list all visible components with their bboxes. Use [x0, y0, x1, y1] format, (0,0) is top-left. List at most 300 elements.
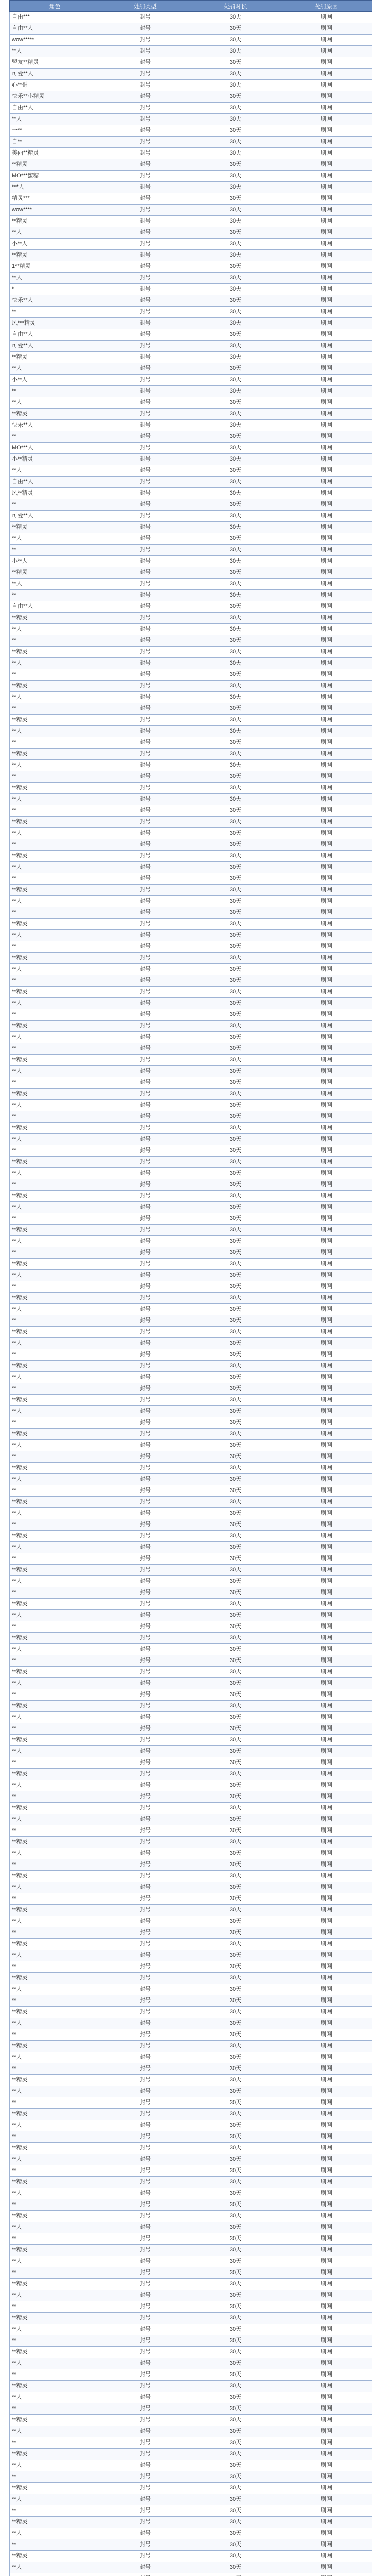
table-row [10, 2233, 372, 2245]
cell-penalty-type: 封号 [100, 465, 190, 477]
cell-penalty-type: 封号 [100, 1678, 190, 1689]
cell-penalty-duration: 30天 [190, 499, 281, 511]
cell-role: **精灵 [10, 1769, 100, 1780]
cell-penalty-reason: 刷网 [281, 1859, 372, 1871]
cell-penalty-duration: 30天 [190, 2075, 281, 2086]
table-row [10, 579, 372, 590]
table-row [10, 239, 372, 250]
cell-penalty-duration: 30天 [190, 2029, 281, 2041]
document [9, 0, 372, 2576]
cell-penalty-reason: 刷网 [281, 2471, 372, 2483]
table-row [10, 1451, 372, 1463]
cell-penalty-type: 封号 [100, 1553, 190, 1565]
cell-penalty-type: 封号 [100, 1315, 190, 1327]
cell-penalty-type: 封号 [100, 1021, 190, 1032]
cell-penalty-duration: 30天 [190, 1667, 281, 1678]
cell-penalty-duration: 30天 [190, 1848, 281, 1859]
cell-role: **精灵 [10, 1905, 100, 1916]
cell-penalty-duration: 30天 [190, 193, 281, 205]
cell-penalty-type: 封号 [100, 1519, 190, 1531]
cell-penalty-type: 封号 [100, 1712, 190, 1723]
cell-penalty-reason: 刷网 [281, 1157, 372, 1168]
table-row [10, 2437, 372, 2449]
cell-penalty-duration: 30天 [190, 1270, 281, 1281]
cell-penalty-type: 封号 [100, 1236, 190, 1247]
cell-role: **精灵 [10, 1531, 100, 1542]
cell-penalty-type: 封号 [100, 103, 190, 114]
table-row [10, 2335, 372, 2347]
cell-role: ** [10, 1723, 100, 1735]
cell-penalty-reason: 刷网 [281, 1746, 372, 1757]
cell-role: **精灵 [10, 1293, 100, 1304]
cell-penalty-type: 封号 [100, 182, 190, 193]
cell-penalty-reason: 刷网 [281, 579, 372, 590]
cell-penalty-type: 封号 [100, 1701, 190, 1712]
cell-penalty-duration: 30天 [190, 647, 281, 658]
cell-role: **人 [10, 2188, 100, 2199]
cell-penalty-type: 封号 [100, 975, 190, 987]
cell-penalty-duration: 30天 [190, 1927, 281, 1939]
cell-penalty-type: 封号 [100, 1077, 190, 1089]
cell-penalty-duration: 30天 [190, 2460, 281, 2471]
cell-penalty-reason: 刷网 [281, 2505, 372, 2517]
cell-penalty-duration: 30天 [190, 23, 281, 35]
table-row [10, 307, 372, 318]
cell-penalty-reason: 刷网 [281, 2539, 372, 2551]
cell-penalty-reason: 刷网 [281, 499, 372, 511]
cell-penalty-duration: 30天 [190, 1066, 281, 1077]
cell-penalty-reason: 刷网 [281, 919, 372, 930]
cell-penalty-type: 封号 [100, 488, 190, 499]
table-row [10, 533, 372, 545]
cell-penalty-reason: 刷网 [281, 2392, 372, 2403]
cell-penalty-type [100, 2573, 190, 2576]
cell-penalty-reason: 刷网 [281, 1599, 372, 1610]
table-row [10, 2528, 372, 2539]
table-row [10, 919, 372, 930]
cell-penalty-duration: 30天 [190, 1814, 281, 1825]
cell-role: **人 [10, 1406, 100, 1417]
cell-penalty-reason: 刷网 [281, 1055, 372, 1066]
cell-role: **精灵 [10, 1803, 100, 1814]
cell-penalty-reason: 刷网 [281, 2324, 372, 2335]
cell-penalty-duration: 30天 [190, 941, 281, 953]
cell-penalty-duration: 30天 [190, 329, 281, 341]
cell-penalty-reason: 刷网 [281, 2029, 372, 2041]
cell-penalty-reason: 刷网 [281, 2199, 372, 2211]
cell-penalty-type: 封号 [100, 1633, 190, 1644]
cell-penalty-duration: 30天 [190, 171, 281, 182]
cell-penalty-duration: 30天 [190, 352, 281, 363]
cell-penalty-reason: 刷网 [281, 1338, 372, 1349]
cell-penalty-type: 封号 [100, 2551, 190, 2562]
cell-penalty-duration: 30天 [190, 862, 281, 873]
cell-penalty-duration: 30天 [190, 2290, 281, 2301]
cell-penalty-reason: 刷网 [281, 941, 372, 953]
cell-role: ** [10, 1247, 100, 1259]
cell-penalty-duration: 30天 [190, 669, 281, 681]
cell-penalty-reason: 刷网 [281, 964, 372, 975]
cell-role: ** [10, 307, 100, 318]
table-row [10, 658, 372, 669]
cell-penalty-type: 封号 [100, 284, 190, 295]
cell-penalty-reason: 刷网 [281, 1565, 372, 1576]
cell-penalty-type: 封号 [100, 2211, 190, 2222]
cell-penalty-reason: 刷网 [281, 1474, 372, 1485]
cell-penalty-duration: 30天 [190, 1587, 281, 1599]
table-row [10, 692, 372, 703]
table-row [10, 635, 372, 647]
cell-penalty-type: 封号 [100, 1281, 190, 1293]
cell-penalty-duration: 30天 [190, 1338, 281, 1349]
table-row [10, 1021, 372, 1032]
cell-penalty-duration: 30天 [190, 250, 281, 261]
cell-role: ** [10, 386, 100, 397]
cell-role: wow***** [10, 35, 100, 46]
cell-penalty-type: 封号 [100, 1123, 190, 1134]
cell-penalty-duration: 30天 [190, 2007, 281, 2018]
cell-role: **精灵 [10, 1939, 100, 1950]
cell-role: ** [10, 805, 100, 817]
cell-penalty-reason: 刷网 [281, 1973, 372, 1984]
table-row [10, 613, 372, 624]
cell-role: **精灵 [10, 1667, 100, 1678]
cell-penalty-duration: 30天 [190, 1213, 281, 1225]
cell-penalty-duration: 30天 [190, 1304, 281, 1315]
cell-penalty-type: 封号 [100, 1032, 190, 1043]
cell-penalty-type: 封号 [100, 2279, 190, 2290]
table-row [10, 2426, 372, 2437]
cell-penalty-duration: 30天 [190, 1100, 281, 1111]
cell-role: 可爱**人 [10, 511, 100, 522]
cell-role: ** [10, 2029, 100, 2041]
cell-penalty-duration: 30天 [190, 1134, 281, 1145]
table-row [10, 2018, 372, 2029]
cell-penalty-reason: 刷网 [281, 1905, 372, 1916]
cell-penalty-type: 封号 [100, 1134, 190, 1145]
cell-penalty-duration: 30天 [190, 828, 281, 839]
cell-penalty-duration: 30天 [190, 1644, 281, 1655]
table-row [10, 2358, 372, 2369]
cell-penalty-reason: 刷网 [281, 1939, 372, 1950]
cell-penalty-duration: 30天 [190, 817, 281, 828]
cell-role: ** [10, 907, 100, 919]
cell-role: ** [10, 1043, 100, 1055]
cell-penalty-reason: 刷网 [281, 2165, 372, 2177]
cell-penalty-duration: 30天 [190, 2483, 281, 2494]
cell-penalty-duration: 30天 [190, 1451, 281, 1463]
cell-penalty-duration: 30天 [190, 1168, 281, 1179]
cell-penalty-duration: 30天 [190, 2267, 281, 2279]
cell-penalty-reason: 刷网 [281, 363, 372, 375]
table-row [10, 601, 372, 613]
cell-penalty-duration: 30天 [190, 239, 281, 250]
cell-penalty-reason: 刷网 [281, 114, 372, 125]
cell-penalty-type: 封号 [100, 885, 190, 896]
cell-role: **精灵 [10, 1871, 100, 1882]
cell-penalty-type: 封号 [100, 1247, 190, 1259]
cell-penalty-duration: 30天 [190, 1599, 281, 1610]
cell-penalty-duration: 30天 [190, 1678, 281, 1689]
cell-role: 精灵*** [10, 193, 100, 205]
cell-role: **人 [10, 273, 100, 284]
cell-penalty-reason: 刷网 [281, 307, 372, 318]
cell-penalty-type: 封号 [100, 2517, 190, 2528]
cell-penalty-duration: 30天 [190, 2086, 281, 2097]
cell-role: ** [10, 737, 100, 749]
cell-penalty-reason: 刷网 [281, 125, 372, 137]
cell-penalty-reason: 刷网 [281, 1077, 372, 1089]
cell-role: **人 [10, 46, 100, 57]
cell-penalty-type: 封号 [100, 1508, 190, 1519]
cell-penalty-type: 封号 [100, 1984, 190, 1995]
cell-role: 1**精灵 [10, 261, 100, 273]
table-row [10, 1667, 372, 1678]
cell-penalty-reason: 刷网 [281, 1825, 372, 1837]
table-row [10, 1757, 372, 1769]
cell-penalty-reason: 刷网 [281, 488, 372, 499]
cell-penalty-duration: 30天 [190, 103, 281, 114]
cell-penalty-duration: 30天 [190, 2437, 281, 2449]
cell-penalty-type: 封号 [100, 2313, 190, 2324]
cell-role: **人 [10, 1576, 100, 1587]
cell-penalty-duration: 30天 [190, 839, 281, 851]
cell-penalty-duration: 30天 [190, 737, 281, 749]
cell-penalty-reason: 刷网 [281, 1587, 372, 1599]
cell-penalty-reason: 刷网 [281, 1893, 372, 1905]
cell-penalty-duration: 30天 [190, 2539, 281, 2551]
cell-penalty-reason: 刷网 [281, 1610, 372, 1621]
cell-penalty-reason: 刷网 [281, 2449, 372, 2460]
cell-penalty-reason: 刷网 [281, 2086, 372, 2097]
cell-penalty-duration [190, 2573, 281, 2576]
cell-penalty-type: 封号 [100, 1939, 190, 1950]
cell-penalty-duration: 30天 [190, 953, 281, 964]
cell-role: ** [10, 1077, 100, 1089]
cell-penalty-reason: 刷网 [281, 1950, 372, 1961]
cell-penalty-type: 封号 [100, 1157, 190, 1168]
cell-role: **精灵 [10, 2381, 100, 2392]
cell-role: **人 [10, 1134, 100, 1145]
table-row [10, 103, 372, 114]
cell-penalty-reason: 刷网 [281, 375, 372, 386]
table-row [10, 1259, 372, 1270]
cell-penalty-duration: 30天 [190, 760, 281, 771]
cell-penalty-duration: 30天 [190, 964, 281, 975]
cell-role: ** [10, 1621, 100, 1633]
cell-penalty-reason: 刷网 [281, 2358, 372, 2369]
cell-role: ** [10, 2335, 100, 2347]
cell-penalty-reason: 刷网 [281, 1213, 372, 1225]
cell-penalty-duration: 30天 [190, 2131, 281, 2143]
cell-penalty-reason: 刷网 [281, 80, 372, 91]
table-row [10, 975, 372, 987]
cell-role: ** [10, 545, 100, 556]
cell-penalty-reason: 刷网 [281, 1927, 372, 1939]
cell-penalty-duration: 30天 [190, 1485, 281, 1497]
cell-penalty-duration: 30天 [190, 1780, 281, 1791]
cell-role: **人 [10, 2256, 100, 2267]
cell-penalty-type: 封号 [100, 1780, 190, 1791]
cell-penalty-type: 封号 [100, 783, 190, 794]
cell-penalty-reason: 刷网 [281, 454, 372, 465]
cell-penalty-duration: 30天 [190, 1701, 281, 1712]
cell-penalty-reason: 刷网 [281, 284, 372, 295]
table-row [10, 1882, 372, 1893]
cell-penalty-duration: 30天 [190, 1995, 281, 2007]
cell-penalty-type: 封号 [100, 137, 190, 148]
cell-penalty-type: 封号 [100, 1417, 190, 1429]
cell-penalty-reason: 刷网 [281, 2018, 372, 2029]
cell-penalty-type: 封号 [100, 363, 190, 375]
table-row [10, 941, 372, 953]
table-row [10, 1304, 372, 1315]
cell-penalty-type: 封号 [100, 601, 190, 613]
cell-penalty-reason: 刷网 [281, 1984, 372, 1995]
cell-penalty-duration: 30天 [190, 1440, 281, 1451]
table-row [10, 2177, 372, 2188]
cell-penalty-reason: 刷网 [281, 2075, 372, 2086]
cell-penalty-reason: 刷网 [281, 1032, 372, 1043]
cell-penalty-type: 封号 [100, 1497, 190, 1508]
table-row [10, 1633, 372, 1644]
cell-penalty-duration: 30天 [190, 567, 281, 579]
cell-penalty-reason: 刷网 [281, 103, 372, 114]
cell-penalty-type: 封号 [100, 1723, 190, 1735]
cell-penalty-type: 封号 [100, 2505, 190, 2517]
cell-penalty-type: 封号 [100, 2426, 190, 2437]
table-row [10, 1111, 372, 1123]
cell-penalty-duration: 30天 [190, 2233, 281, 2245]
cell-penalty-type: 封号 [100, 2415, 190, 2426]
cell-penalty-type: 封号 [100, 2222, 190, 2233]
cell-penalty-reason: 刷网 [281, 1667, 372, 1678]
table-row [10, 1508, 372, 1519]
cell-penalty-reason: 刷网 [281, 873, 372, 885]
table-row [10, 1791, 372, 1803]
table-row [10, 1553, 372, 1565]
cell-role: 自由*** [10, 12, 100, 23]
cell-penalty-duration: 30天 [190, 1655, 281, 1667]
table-row [10, 1712, 372, 1723]
cell-penalty-type: 封号 [100, 2562, 190, 2573]
cell-role: **人 [10, 1372, 100, 1383]
cell-penalty-reason: 刷网 [281, 1236, 372, 1247]
cell-role: ** [10, 2301, 100, 2313]
cell-penalty-type: 封号 [100, 953, 190, 964]
cell-penalty-duration: 30天 [190, 1531, 281, 1542]
cell-penalty-duration: 30天 [190, 907, 281, 919]
table-row [10, 386, 372, 397]
cell-penalty-type: 封号 [100, 1576, 190, 1587]
cell-penalty-reason: 刷网 [281, 159, 372, 171]
cell-penalty-type: 封号 [100, 545, 190, 556]
cell-penalty-reason: 刷网 [281, 828, 372, 839]
cell-penalty-duration: 30天 [190, 1882, 281, 1893]
cell-penalty-reason: 刷网 [281, 1361, 372, 1372]
cell-penalty-type: 封号 [100, 635, 190, 647]
cell-penalty-reason: 刷网 [281, 930, 372, 941]
table-row [10, 57, 372, 69]
cell-penalty-duration: 30天 [190, 2109, 281, 2120]
cell-penalty-type: 封号 [100, 658, 190, 669]
cell-role: **精灵 [10, 352, 100, 363]
cell-role: **人 [10, 227, 100, 239]
cell-penalty-type: 封号 [100, 737, 190, 749]
cell-penalty-duration: 30天 [190, 681, 281, 692]
cell-penalty-type: 封号 [100, 1168, 190, 1179]
cell-penalty-duration: 30天 [190, 1871, 281, 1882]
cell-penalty-duration: 30天 [190, 375, 281, 386]
cell-penalty-reason: 刷网 [281, 2063, 372, 2075]
cell-role: **人 [10, 2324, 100, 2335]
cell-penalty-reason: 刷网 [281, 1712, 372, 1723]
cell-role: ** [10, 1009, 100, 1021]
cell-penalty-duration: 30天 [190, 1735, 281, 1746]
cell-role: **精灵 [10, 749, 100, 760]
cell-role: **人 [10, 1610, 100, 1621]
cell-penalty-type: 封号 [100, 1225, 190, 1236]
cell-role: **人 [10, 1202, 100, 1213]
table-row [10, 1191, 372, 1202]
table-row [10, 137, 372, 148]
cell-penalty-reason: 刷网 [281, 635, 372, 647]
cell-penalty-duration: 30天 [190, 386, 281, 397]
cell-penalty-type: 封号 [100, 1043, 190, 1055]
cell-penalty-duration: 30天 [190, 443, 281, 454]
cell-penalty-duration: 30天 [190, 1327, 281, 1338]
cell-penalty-reason: 刷网 [281, 239, 372, 250]
cell-penalty-type: 封号 [100, 1916, 190, 1927]
cell-penalty-reason: 刷网 [281, 1791, 372, 1803]
cell-penalty-duration: 30天 [190, 397, 281, 409]
table-row [10, 2109, 372, 2120]
table-row [10, 794, 372, 805]
cell-penalty-reason: 刷网 [281, 137, 372, 148]
table-row [10, 2505, 372, 2517]
cell-penalty-reason: 刷网 [281, 1485, 372, 1497]
cell-penalty-type: 封号 [100, 828, 190, 839]
cell-penalty-type: 封号 [100, 1927, 190, 1939]
cell-penalty-type: 封号 [100, 2347, 190, 2358]
cell-role: **人 [10, 1440, 100, 1451]
cell-role: * [10, 284, 100, 295]
cell-role: 快乐**人 [10, 420, 100, 431]
cell-penalty-duration: 30天 [190, 1032, 281, 1043]
cell-penalty-duration: 30天 [190, 159, 281, 171]
cell-penalty-reason: 刷网 [281, 1837, 372, 1848]
cell-penalty-duration: 30天 [190, 2245, 281, 2256]
cell-penalty-reason: 刷网 [281, 341, 372, 352]
cell-role: **人 [10, 2222, 100, 2233]
table-row [10, 23, 372, 35]
cell-penalty-reason: 刷网 [281, 1383, 372, 1395]
cell-penalty-type: 封号 [100, 1791, 190, 1803]
cell-role: **人 [10, 2120, 100, 2131]
cell-penalty-duration: 30天 [190, 1043, 281, 1055]
cell-role: **人 [10, 794, 100, 805]
cell-penalty-reason: 刷网 [281, 1757, 372, 1769]
cell-role: **精灵 [10, 715, 100, 726]
table-row [10, 1077, 372, 1089]
cell-role: **人 [10, 760, 100, 771]
table-row [10, 1270, 372, 1281]
cell-penalty-duration: 30天 [190, 125, 281, 137]
cell-penalty-duration: 30天 [190, 227, 281, 239]
cell-penalty-reason: 刷网 [281, 1372, 372, 1383]
cell-penalty-type: 封号 [100, 2381, 190, 2392]
cell-penalty-type: 封号 [100, 919, 190, 930]
